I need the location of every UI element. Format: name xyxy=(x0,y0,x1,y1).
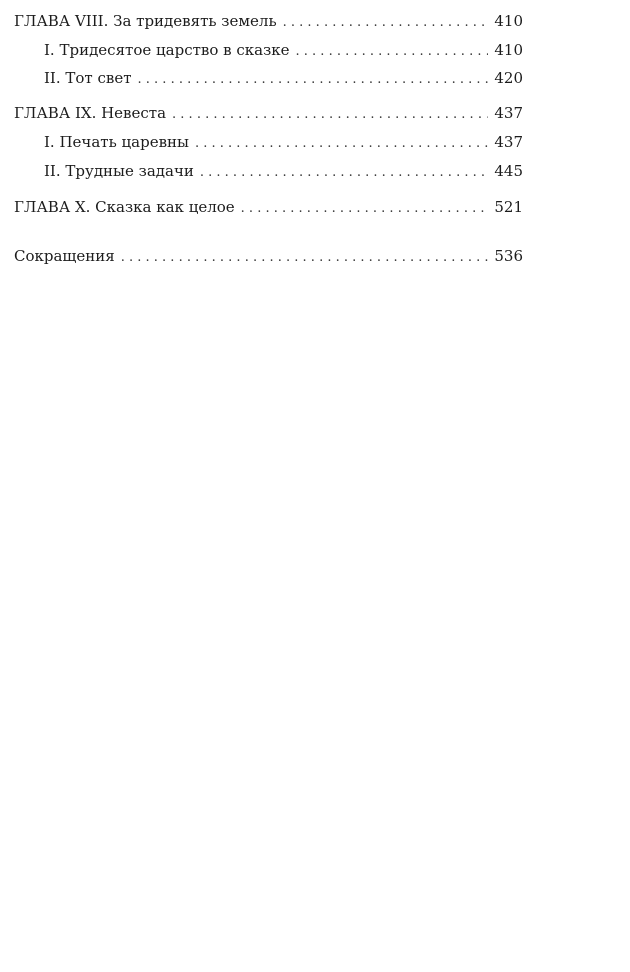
toc-page-number: 521 xyxy=(494,198,523,216)
toc-page-number: 410 xyxy=(494,12,523,30)
toc-chapter-9 xyxy=(14,100,523,126)
toc-page-number: 420 xyxy=(494,69,523,87)
toc-section-8-1 xyxy=(44,37,523,63)
toc-entry-title: ГЛАВА X. Сказка как целое xyxy=(14,198,235,216)
toc-chapter-8 xyxy=(14,8,523,34)
toc-chapter-10 xyxy=(14,194,523,220)
toc-page-number: 445 xyxy=(494,162,523,180)
toc-section-9-2 xyxy=(44,158,523,184)
toc-entry-title: I. Печать царевны xyxy=(44,133,189,151)
toc-page-number: 536 xyxy=(494,247,523,265)
toc-page-number: 437 xyxy=(494,133,523,151)
toc-entry-title: ГЛАВА IX. Невеста xyxy=(14,104,167,122)
toc-entry-title: II. Тот свет xyxy=(44,69,132,87)
dot-leader xyxy=(283,10,489,36)
toc-page-number: 437 xyxy=(494,104,523,122)
toc-entry-title: I. Тридесятое царство в сказке xyxy=(44,41,290,59)
toc-entry-title: ГЛАВА VIII. За тридевять земель xyxy=(14,12,277,30)
toc-abbreviations xyxy=(14,243,523,269)
toc-entry-title: II. Трудные задачи xyxy=(44,162,194,180)
dot-leader xyxy=(138,67,489,93)
dot-leader xyxy=(296,39,489,65)
dot-leader xyxy=(172,102,488,128)
dot-leader xyxy=(200,160,489,186)
toc-section-8-2 xyxy=(44,65,523,91)
dot-leader xyxy=(241,196,489,222)
toc-entry-title: Сокращения xyxy=(14,247,115,265)
toc-page-number: 410 xyxy=(494,41,523,59)
toc-section-9-1 xyxy=(44,129,523,155)
dot-leader xyxy=(121,245,489,271)
dot-leader xyxy=(195,131,488,157)
